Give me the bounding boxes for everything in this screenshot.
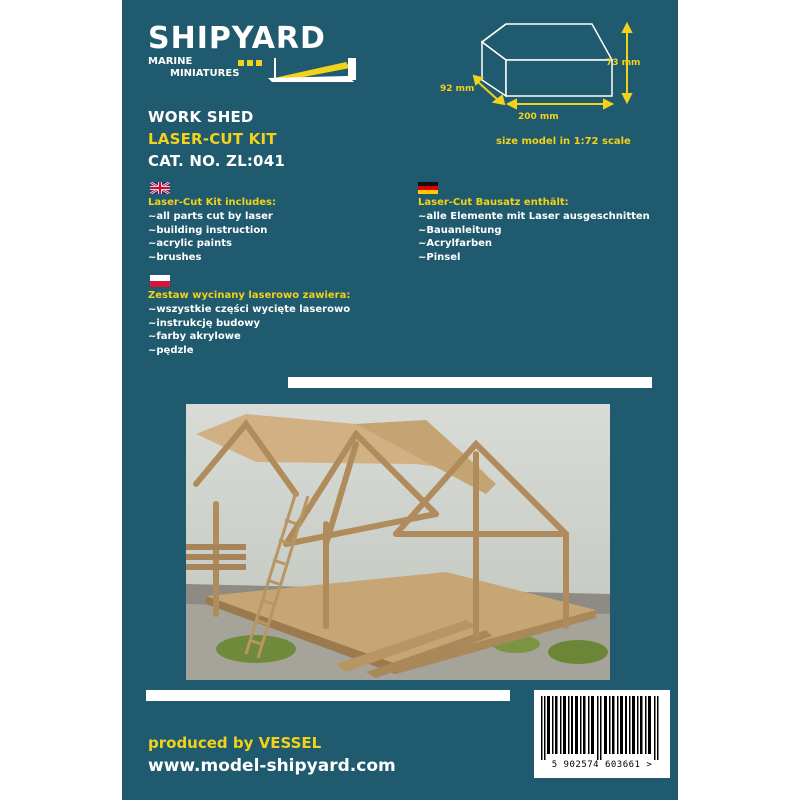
- product-photo: [186, 404, 610, 680]
- list-item: ~all parts cut by laser: [148, 211, 273, 222]
- en-list: [148, 210, 273, 264]
- list-item: ~instrukcję budowy: [148, 317, 261, 329]
- list-item: ~building instruction: [148, 224, 268, 236]
- list-item: ~brushes: [148, 251, 202, 263]
- brand-logo: [148, 22, 360, 84]
- divider-bar-bottom: [146, 690, 510, 701]
- brand-name: SHIPYARD: [148, 21, 326, 56]
- barcode-icon: [539, 696, 665, 760]
- website-link[interactable]: www.model-shipyard.com: [148, 756, 396, 776]
- uk-flag-icon: [150, 182, 170, 194]
- catalog-number: CAT. NO. ZL:041: [148, 152, 285, 170]
- brand-sub2: MINIATURES: [170, 68, 240, 79]
- dim-depth: 92 mm: [440, 84, 475, 94]
- dim-width: 200 mm: [518, 112, 559, 122]
- list-item: ~alle Elemente mit Laser ausgeschnitten: [418, 211, 650, 222]
- product-card: [122, 0, 678, 800]
- list-item: ~pędzle: [148, 344, 194, 356]
- de-list: [418, 210, 650, 264]
- list-item: ~farby akrylowe: [148, 331, 241, 342]
- barcode-digits: 5 902574 603661 >: [551, 760, 653, 770]
- en-heading: Laser-Cut Kit includes:: [148, 197, 277, 208]
- list-item: ~Pinsel: [418, 251, 461, 263]
- list-item: ~acrylic paints: [148, 238, 232, 249]
- dim-height: 73 mm: [606, 58, 641, 68]
- pl-list: [148, 303, 350, 357]
- ship-logo-icon: [238, 56, 358, 86]
- de-heading: Laser-Cut Bausatz enthält:: [418, 197, 569, 208]
- product-title: WORK SHED: [148, 108, 254, 126]
- scale-note: size model in 1:72 scale: [496, 136, 631, 147]
- list-item: ~Bauanleitung: [418, 224, 502, 236]
- pl-heading: Zestaw wycinany laserowo zawiera:: [148, 290, 351, 301]
- germany-flag-icon: [418, 182, 438, 194]
- kit-type: LASER-CUT KIT: [148, 130, 277, 148]
- brand-sub1: MARINE: [148, 56, 193, 67]
- produced-by: produced by VESSEL: [148, 734, 322, 752]
- list-item: ~wszystkie części wycięte laserowo: [148, 304, 351, 315]
- list-item: ~Acrylfarben: [418, 238, 493, 249]
- divider-bar-top: [288, 377, 652, 388]
- barcode: [534, 690, 670, 778]
- poland-flag-icon: [150, 275, 170, 287]
